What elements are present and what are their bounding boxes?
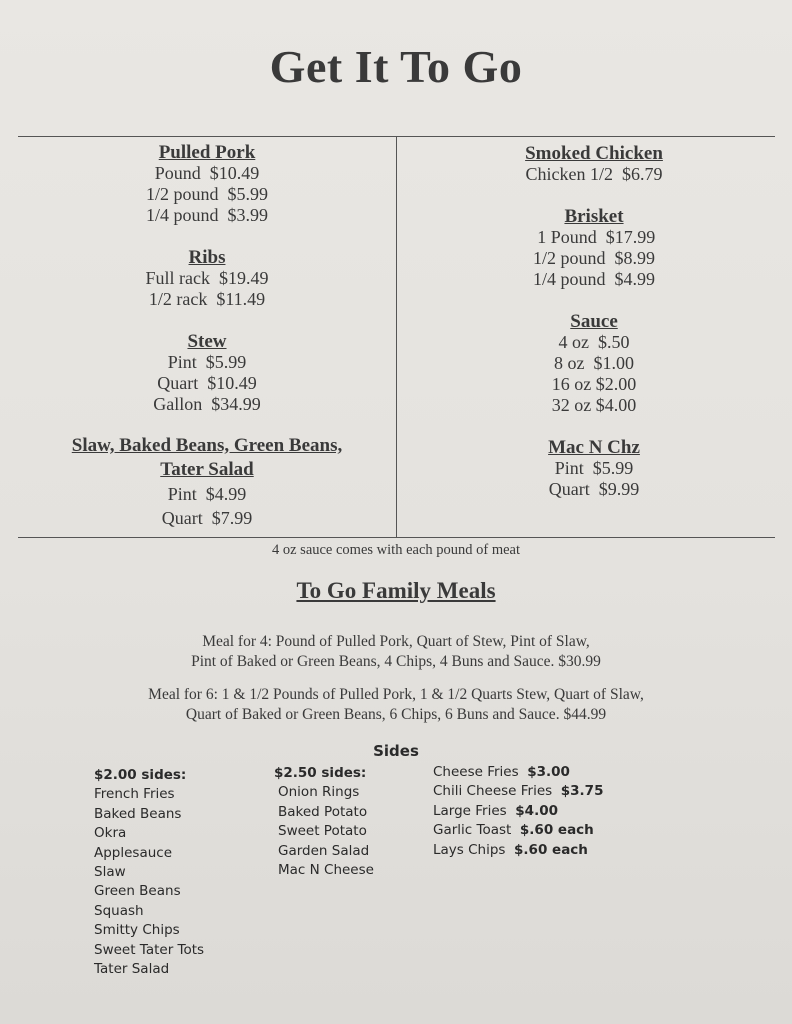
sides-column-2-dollar: [94, 766, 204, 979]
side-item-price: $.60 each: [514, 841, 588, 858]
stew-item: Quart $10.49: [157, 373, 257, 393]
brisket-item: 1 Pound $17.99: [532, 227, 656, 247]
mac-item: Quart $9.99: [548, 479, 640, 499]
sauce-item: 32 oz $4.00: [551, 395, 637, 415]
mac-heading: Mac N Chz: [548, 437, 640, 458]
side-item: Slaw: [94, 864, 126, 881]
side-item: Baked Potato: [278, 803, 368, 820]
sides-column-2-50: [274, 764, 374, 880]
stew-heading: Stew: [187, 331, 227, 352]
slaw-heading-line1: Slaw, Baked Beans, Green Beans,: [71, 435, 343, 456]
slaw-item: Pint $4.99: [167, 484, 247, 504]
sauce-note: 4 oz sauce comes with each pound of meat: [271, 542, 521, 558]
side-item: Sweet Potato: [278, 823, 367, 840]
stew-section: [20, 331, 394, 415]
side-item-name: Chili Cheese Fries: [433, 783, 561, 800]
sides-column-header: $2.50 sides:: [274, 765, 367, 781]
meal-for-4: [0, 632, 792, 672]
slaw-item: Quart $7.99: [161, 508, 253, 528]
ribs-heading: Ribs: [188, 247, 226, 268]
meal-for-6-line1: Meal for 6: 1 & 1/2 Pounds of Pulled Pork, 1 & 1/2 Quarts Stew, Quart of Slaw,: [148, 686, 644, 703]
sauce-section: [396, 311, 792, 416]
side-item: Smitty Chips: [94, 922, 180, 939]
brisket-item: 1/4 pound $4.99: [532, 269, 655, 289]
side-item: Squash: [94, 902, 144, 919]
left-menu-column: [20, 142, 394, 530]
side-item: French Fries: [94, 786, 175, 803]
side-item: Green Beans: [94, 883, 181, 900]
ribs-item: 1/2 rack $11.49: [148, 289, 266, 309]
side-item: [433, 802, 603, 821]
sides-column-header: $2.00 sides:: [94, 767, 187, 783]
side-item-name: Large Fries: [433, 802, 516, 819]
meal-for-6: [0, 685, 792, 725]
ribs-item: Full rack $19.49: [145, 268, 269, 288]
meal-for-4-line2: Pint of Baked or Green Beans, 4 Chips, 4 Buns and Sauce. $30.99: [191, 653, 601, 670]
stew-item: Pint $5.99: [167, 352, 247, 372]
mac-item: Pint $5.99: [554, 458, 634, 478]
family-meals-heading: To Go Family Meals: [296, 578, 496, 603]
sauce-item: 4 oz $.50: [558, 332, 630, 352]
side-item: Applesauce: [94, 844, 173, 861]
mac-section: [396, 437, 792, 500]
smoked-chicken-section: [396, 143, 792, 185]
slaw-heading-line2: Tater Salad: [160, 459, 254, 480]
sauce-heading: Sauce: [570, 311, 618, 332]
side-item: Mac N Cheese: [278, 862, 374, 879]
brisket-item: 1/2 pound $8.99: [532, 248, 655, 268]
side-item: [433, 821, 603, 840]
slaw-section: [20, 434, 394, 530]
side-item: [433, 782, 603, 801]
side-item: Garden Salad: [278, 842, 370, 859]
sauce-item: 16 oz $2.00: [551, 374, 637, 394]
pulled-pork-section: [20, 142, 394, 226]
side-item-name: Cheese Fries: [433, 764, 528, 780]
side-item: Okra: [94, 825, 127, 842]
side-item-price: $3.00: [527, 764, 570, 780]
sauce-item: 8 oz $1.00: [554, 353, 634, 373]
smoked-chicken-item: Chicken 1/2 $6.79: [525, 164, 663, 184]
pulled-pork-heading: Pulled Pork: [158, 142, 256, 163]
brisket-section: [396, 206, 792, 290]
side-item: Onion Rings: [278, 784, 360, 801]
stew-item: Gallon $34.99: [153, 394, 261, 414]
side-item: Sweet Tater Tots: [94, 941, 205, 958]
bottom-divider: [18, 537, 775, 538]
pulled-pork-item: 1/4 pound $3.99: [145, 205, 268, 225]
pulled-pork-item: Pound $10.49: [154, 163, 260, 183]
side-item: [433, 841, 603, 860]
side-item-price: $.60 each: [519, 822, 594, 839]
page-title: Get It To Go: [269, 41, 523, 92]
side-item-name: Garlic Toast: [433, 822, 520, 839]
side-item: [433, 763, 603, 782]
meal-for-4-line1: Meal for 4: Pound of Pulled Pork, Quart of Stew, Pint of Slaw,: [202, 633, 590, 650]
sides-column-premium: [433, 763, 603, 860]
side-item-price: $4.00: [515, 802, 558, 819]
side-item: Tater Salad: [94, 961, 170, 978]
sides-heading: Sides: [373, 742, 419, 760]
smoked-chicken-heading: Smoked Chicken: [525, 143, 663, 164]
side-item: Baked Beans: [94, 805, 182, 822]
right-menu-column: [396, 143, 792, 500]
side-item-price: $3.75: [560, 783, 604, 800]
pulled-pork-item: 1/2 pound $5.99: [145, 184, 268, 204]
ribs-section: [20, 247, 394, 310]
side-item-name: Lays Chips: [433, 841, 515, 858]
meal-for-6-line2: Quart of Baked or Green Beans, 6 Chips, 6 Buns and Sauce. $44.99: [185, 706, 607, 723]
brisket-heading: Brisket: [564, 206, 624, 227]
